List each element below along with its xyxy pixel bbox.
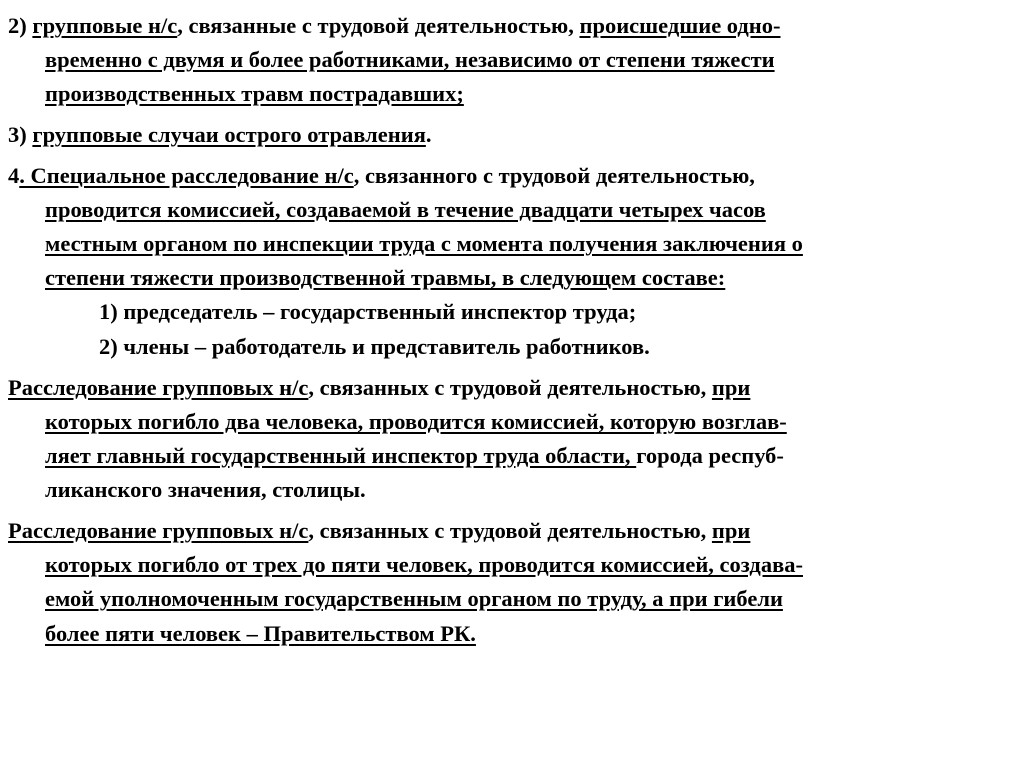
underlined-text: происшедшие одно- <box>579 13 781 38</box>
text-line <box>45 43 775 77</box>
text-segment: 4 <box>8 163 20 188</box>
text-line <box>45 261 725 295</box>
text-segment: 2) члены – работодатель и представитель работников. <box>99 334 650 359</box>
text-line <box>45 617 476 651</box>
text-segment: 2) <box>8 13 33 38</box>
text-line <box>8 514 750 548</box>
text-segment: 3) <box>8 122 33 147</box>
underlined-text: ляет главный государственный инспектор труда области, <box>45 443 637 468</box>
underlined-text: временно с двумя и более работниками, независимо от степени тяжести <box>45 47 775 72</box>
text-line <box>8 371 750 405</box>
underlined-text: проводится комиссией, создаваемой в течение двадцати четырех часов <box>45 197 766 222</box>
underlined-text: местным органом по инспекции труда с момента получения заключения о <box>45 231 803 256</box>
text-segment: ликанского значения, столицы. <box>45 477 366 502</box>
text-segment: , связанного с трудовой деятельностью, <box>353 163 755 188</box>
text-line <box>45 473 366 507</box>
text-segment: 1) председатель – государственный инспектор труда; <box>99 299 637 324</box>
text-segment: , связанные с трудовой деятельностью, <box>177 13 580 38</box>
text-line <box>99 330 650 364</box>
text-segment: . <box>425 122 432 147</box>
text-line <box>45 77 464 111</box>
underlined-text: которых погибло два человека, проводится комиссией, которую возглав- <box>45 409 787 434</box>
text-line <box>45 548 803 582</box>
underlined-text: Расследование групповых н/с <box>8 375 309 400</box>
text-segment: , связанных с трудовой деятельностью, <box>308 375 712 400</box>
underlined-text: степени тяжести производственной травмы, в следующем составе: <box>45 265 726 290</box>
text-segment: города респуб- <box>636 443 784 468</box>
underlined-text: производственных травм пострадавших; <box>45 81 464 106</box>
underlined-text: групповые случаи острого отравления <box>32 122 426 147</box>
text-line <box>45 582 783 616</box>
underlined-text: . Специальное расследование н/с <box>19 163 354 188</box>
text-line <box>45 405 787 439</box>
text-line <box>99 295 636 329</box>
text-segment: , связанных с трудовой деятельностью, <box>308 518 712 543</box>
underlined-text: при <box>711 518 751 543</box>
text-line <box>45 193 766 227</box>
underlined-text: групповые н/с <box>32 13 178 38</box>
text-line <box>8 159 755 193</box>
underlined-text: которых погибло от трех до пяти человек, проводится комиссией, создава- <box>45 552 803 577</box>
text-line <box>8 9 781 43</box>
text-line <box>8 118 432 152</box>
text-line <box>45 439 784 473</box>
underlined-text: при <box>711 375 751 400</box>
underlined-text: емой уполномоченным государственным органом по труду, а при гибели <box>45 586 783 611</box>
underlined-text: более пяти человек – Правительством РК. <box>45 621 476 646</box>
underlined-text: Расследование групповых н/с <box>8 518 309 543</box>
text-line <box>45 227 803 261</box>
